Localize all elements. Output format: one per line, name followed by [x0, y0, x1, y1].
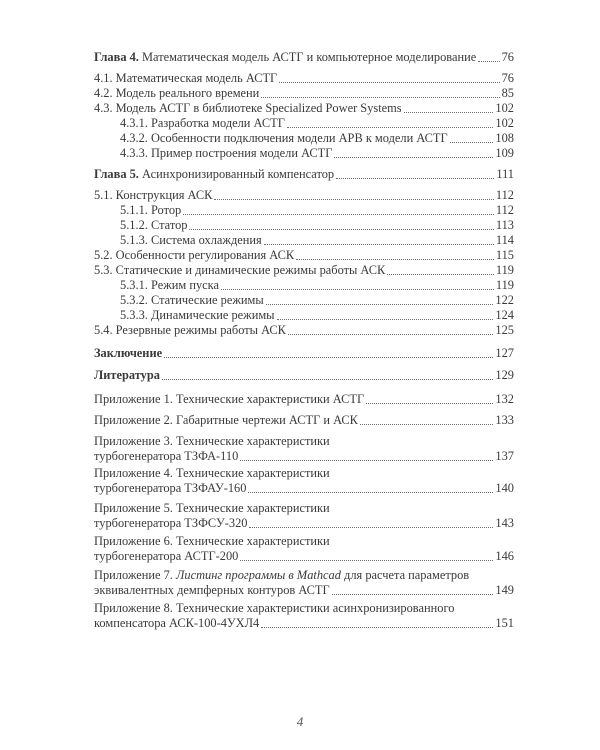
toc-entry-line: [94, 449, 514, 464]
toc-entry-title-italic: Листинг программы в Mathcad: [176, 568, 341, 582]
toc-entry-title: 4.3. Модель АСТГ в библиотеке Specialized Power Systems: [94, 101, 402, 115]
toc-page-number: 112: [495, 203, 514, 217]
toc-entry-appendix[interactable]: [94, 534, 514, 564]
toc-entry[interactable]: [94, 131, 514, 146]
toc-entry-title: 5.1. Конструкция АСК: [94, 188, 213, 202]
toc-chapter-label: Глава 4.: [94, 50, 139, 64]
leader-dots: [279, 82, 499, 83]
toc-entry-line: [94, 549, 514, 564]
toc-entry-title-part: Приложение 7.: [94, 568, 176, 582]
toc-entry-title: Приложение 1. Технические характеристики АСТГ: [94, 392, 365, 406]
toc-entry[interactable]: [94, 146, 514, 161]
leader-dots: [336, 178, 494, 179]
toc-page-number: 146: [495, 549, 514, 563]
toc-page-number: 132: [495, 392, 514, 406]
toc-entry-appendix[interactable]: [94, 466, 514, 496]
toc-entry-title: Приложение 3. Технические характеристики: [94, 434, 330, 448]
toc-entry-title: 4.3.3. Пример построения модели АСТГ: [120, 146, 333, 160]
toc-entry-title-part: для расчета параметров: [340, 568, 470, 582]
leader-dots: [164, 357, 493, 358]
toc-page-number: 127: [495, 346, 514, 360]
toc-entry-title-cont: турбогенератора ТЗФАУ-160: [94, 481, 247, 495]
toc-entry[interactable]: [94, 203, 514, 218]
toc-page-number: 115: [495, 248, 514, 262]
toc-entry-title: 5.4. Резервные режимы работы АСК: [94, 323, 286, 337]
leader-dots: [296, 259, 494, 260]
toc-page-number: 102: [495, 101, 514, 115]
leader-dots: [266, 304, 494, 305]
toc-page-number: 112: [495, 188, 514, 202]
toc-page-number: 76: [501, 50, 514, 64]
toc-entry-appendix[interactable]: [94, 434, 514, 464]
toc-entry[interactable]: [94, 308, 514, 323]
toc-entry[interactable]: [94, 323, 514, 338]
toc-entry-chapter-4[interactable]: [94, 50, 514, 65]
leader-dots: [221, 289, 494, 290]
leader-dots: [360, 424, 493, 425]
toc-entry-chapter-5[interactable]: [94, 167, 514, 182]
toc-entry-title: Приложение 5. Технические характеристики: [94, 501, 330, 515]
toc-entry-line: [94, 616, 514, 631]
toc-entry-appendix[interactable]: [94, 601, 514, 631]
toc-entry-line: [94, 516, 514, 531]
toc-page-number: 140: [495, 481, 514, 495]
toc-entry-title: Приложение 6. Технические характеристики: [94, 534, 330, 548]
toc-entry-title: Асинхронизированный компенсатор: [138, 167, 335, 181]
toc-entry-title: 5.3. Статические и динамические режимы работы АСК: [94, 263, 386, 277]
leader-dots: [189, 229, 493, 230]
toc-page-number: 122: [495, 293, 514, 307]
toc-entry-title: Приложение 2. Габаритные чертежи АСТГ и АСК: [94, 413, 358, 427]
toc-entry-title-cont: турбогенератора АСТГ-200: [94, 549, 239, 563]
leader-dots: [404, 112, 494, 113]
toc-entry-title: 5.1.1. Ротор: [120, 203, 182, 217]
leader-dots: [478, 61, 499, 62]
toc-entry-title-cont: турбогенератора ТЗФА-110: [94, 449, 239, 463]
leader-dots: [261, 627, 493, 628]
toc-entry[interactable]: [94, 188, 514, 203]
toc-entry-title-cont: компенсатора АСК-100-4УХЛ4: [94, 616, 260, 630]
leader-dots: [240, 560, 493, 561]
toc-page-number: 85: [501, 86, 514, 100]
leader-dots: [287, 127, 494, 128]
toc-page-number: 108: [495, 131, 514, 145]
toc-entry[interactable]: [94, 263, 514, 278]
toc-entry[interactable]: [94, 86, 514, 101]
toc-entry-literature[interactable]: [94, 368, 514, 383]
toc-entry[interactable]: [94, 218, 514, 233]
toc-entry-conclusion[interactable]: [94, 346, 514, 361]
toc-entry-title: 5.1.3. Система охлаждения: [120, 233, 262, 247]
toc-entry-title: 4.3.1. Разработка модели АСТГ: [120, 116, 285, 130]
toc-page-number: 102: [495, 116, 514, 130]
toc-entry-title: 4.2. Модель реального времени: [94, 86, 260, 100]
leader-dots: [264, 244, 494, 245]
leader-dots: [334, 157, 493, 158]
toc-entry-title: 5.3.3. Динамические режимы: [120, 308, 275, 322]
toc-entry[interactable]: [94, 248, 514, 263]
toc-entry-title: Заключение: [94, 346, 163, 360]
toc-entry-title: Математическая модель АСТГ и компьютерное моделирование: [138, 50, 477, 64]
leader-dots: [450, 142, 494, 143]
toc-entry-title: 5.1.2. Статор: [120, 218, 188, 232]
toc-entry-title: 4.1. Математическая модель АСТГ: [94, 71, 278, 85]
toc-page-number: 119: [495, 263, 514, 277]
leader-dots: [249, 527, 493, 528]
leader-dots: [183, 214, 494, 215]
leader-dots: [366, 403, 493, 404]
toc-entry-title: 5.2. Особенности регулирования АСК: [94, 248, 295, 262]
toc-page-number: 125: [495, 323, 514, 337]
leader-dots: [261, 97, 499, 98]
toc-page-number: 114: [495, 233, 514, 247]
toc-page-number: 76: [501, 71, 514, 85]
leader-dots: [277, 319, 494, 320]
leader-dots: [162, 379, 493, 380]
toc-page-number: 119: [495, 278, 514, 292]
toc-entry-title: Литература: [94, 368, 160, 382]
toc-entry-appendix[interactable]: [94, 568, 514, 598]
toc-page-number: 124: [495, 308, 514, 322]
toc-entry[interactable]: [94, 233, 514, 248]
toc-entry-title: [94, 568, 514, 583]
toc-page-number: 149: [495, 583, 514, 597]
toc-page-number: 133: [495, 413, 514, 427]
leader-dots: [248, 492, 493, 493]
toc-entry-title-cont: турбогенератора ТЗФСУ-320: [94, 516, 248, 530]
toc-entry-appendix[interactable]: [94, 501, 514, 531]
leader-dots: [240, 460, 493, 461]
toc-entry-title-cont: эквивалентных демпферных контуров АСТГ: [94, 583, 330, 597]
toc-entry-line: [94, 583, 514, 598]
toc-entry-title: 5.3.2. Статические режимы: [120, 293, 264, 307]
toc-page-number: 137: [495, 449, 514, 463]
leader-dots: [332, 594, 494, 595]
toc-chapter-label: Глава 5.: [94, 167, 139, 181]
toc-entry[interactable]: [94, 293, 514, 308]
toc-entry-line: [94, 481, 514, 496]
toc-entry[interactable]: [94, 101, 514, 116]
leader-dots: [288, 334, 493, 335]
toc-page-number: 143: [495, 516, 514, 530]
toc-entry[interactable]: [94, 71, 514, 86]
toc-entry-title: Приложение 4. Технические характеристики: [94, 466, 330, 480]
toc-entry-title: Приложение 8. Технические характеристики асинхронизированного: [94, 601, 455, 615]
toc-page-number: 151: [495, 616, 514, 630]
toc-entry[interactable]: [94, 278, 514, 293]
toc-page-number: 109: [495, 146, 514, 160]
toc-entry-appendix[interactable]: [94, 392, 514, 407]
page-number: 4: [296, 714, 304, 729]
toc-entry-title: 4.3.2. Особенности подключения модели АРВ к модели АСТГ: [120, 131, 448, 145]
toc-entry-title: 5.3.1. Режим пуска: [120, 278, 219, 292]
toc-entry[interactable]: [94, 116, 514, 131]
leader-dots: [387, 274, 494, 275]
toc-entry-appendix[interactable]: [94, 413, 514, 428]
toc-page-number: 129: [495, 368, 514, 382]
toc-page-number: 111: [496, 167, 514, 181]
toc-page-number: 113: [495, 218, 514, 232]
leader-dots: [214, 199, 493, 200]
